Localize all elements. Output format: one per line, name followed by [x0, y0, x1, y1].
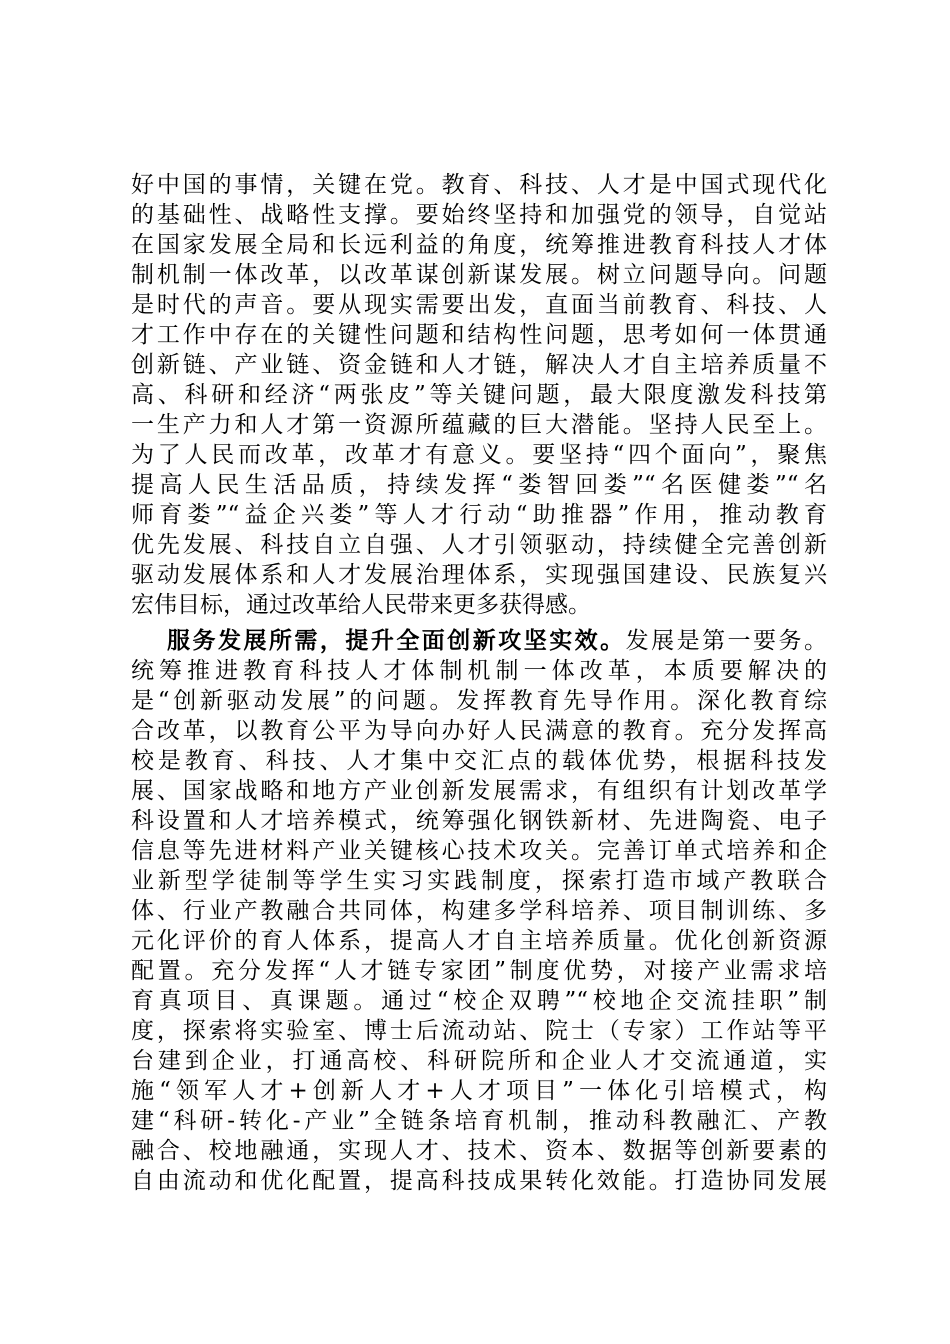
- text-line: 融合、校地融通，实现人才、技术、资本、数据等创新要素的: [131, 1138, 827, 1164]
- heading-follow-text: 发展是第一要务。: [625, 628, 828, 654]
- text-line: 的基础性、战略性支撑。要始终坚持和加强党的领导，自觉站: [131, 202, 827, 228]
- text-line: 校是教育、科技、人才集中交汇点的载体优势，根据科技发: [131, 748, 827, 774]
- text-line: 一生产力和人才第一资源所蕴藏的巨大潜能。坚持人民至上。: [131, 412, 827, 438]
- text-line: 统筹推进教育科技人才体制机制一体改革，本质要解决的: [131, 658, 827, 684]
- text-line: 创新链、产业链、资金链和人才链，解决人才自主培养质量不: [131, 352, 827, 378]
- paragraph-2: [131, 626, 827, 1196]
- text-line: 体、行业产教融合共同体，构建多学科培养、项目制训练、多: [131, 898, 827, 924]
- paragraph-heading: 服务发展所需，提升全面创新攻坚实效。: [167, 627, 626, 654]
- text-line: 在国家发展全局和长远利益的角度，统筹推进教育科技人才体: [131, 232, 827, 258]
- text-line: 优先发展、科技自立自强、人才引领驱动，持续健全完善创新: [131, 532, 827, 558]
- text-line: 合改革，以教育公平为导向办好人民满意的教育。充分发挥高: [131, 718, 827, 744]
- text-line: 自由流动和优化配置，提高科技成果转化效能。打造协同发展: [131, 1168, 827, 1194]
- text-line: 制机制一体改革，以改革谋创新谋发展。树立问题导向。问题: [131, 262, 827, 288]
- text-line: 提高人民生活品质，持续发挥“娄智回娄”“名医健娄”“名: [131, 472, 827, 498]
- text-line: 配置。充分发挥“人才链专家团”制度优势，对接产业需求培: [131, 958, 827, 984]
- text-line: 建“科研-转化-产业”全链条培育机制，推动科教融汇、产教: [131, 1108, 827, 1134]
- paragraph-1: [131, 170, 827, 620]
- text-line: 是时代的声音。要从现实需要出发，直面当前教育、科技、人: [131, 292, 827, 318]
- text-line: 宏伟目标，通过改革给人民带来更多获得感。: [131, 592, 591, 618]
- text-line: 展、国家战略和地方产业创新发展需求，有组织有计划改革学: [131, 778, 827, 804]
- text-line: 施“领军人才+创新人才+人才项目”一体化引培模式，构: [131, 1078, 827, 1104]
- text-line: 是“创新驱动发展”的问题。发挥教育先导作用。深化教育综: [131, 688, 827, 714]
- paragraph-2-first-line: [131, 626, 827, 656]
- text-line: 好中国的事情，关键在党。教育、科技、人才是中国式现代化: [131, 172, 827, 198]
- text-line: 驱动发展体系和人才发展治理体系，实现强国建设、民族复兴: [131, 562, 827, 588]
- text-line: 为了人民而改革，改革才有意义。要坚持“四个面向”，聚焦: [131, 442, 827, 468]
- text-line: 育真项目、真课题。通过“校企双聘”“校地企交流挂职”制: [131, 988, 827, 1014]
- text-line: 科设置和人才培养模式，统筹强化钢铁新材、先进陶瓷、电子: [131, 808, 827, 834]
- text-line: 信息等先进材料产业关键核心技术攻关。完善订单式培养和企: [131, 838, 827, 864]
- text-line: 度，探索将实验室、博士后流动站、院士（专家）工作站等平: [131, 1018, 827, 1044]
- text-line: 才工作中存在的关键性问题和结构性问题，思考如何一体贯通: [131, 322, 827, 348]
- text-line: 业新型学徒制等学生实习实践制度，探索打造市域产教联合: [131, 868, 827, 894]
- text-line: 台建到企业，打通高校、科研院所和企业人才交流通道，实: [131, 1048, 827, 1074]
- text-line: 师育娄”“益企兴娄”等人才行动“助推器”作用，推动教育: [131, 502, 827, 528]
- text-line: 元化评价的育人体系，提高人才自主培养质量。优化创新资源: [131, 928, 827, 954]
- text-line: 高、科研和经济“两张皮”等关键问题，最大限度激发科技第: [131, 382, 827, 408]
